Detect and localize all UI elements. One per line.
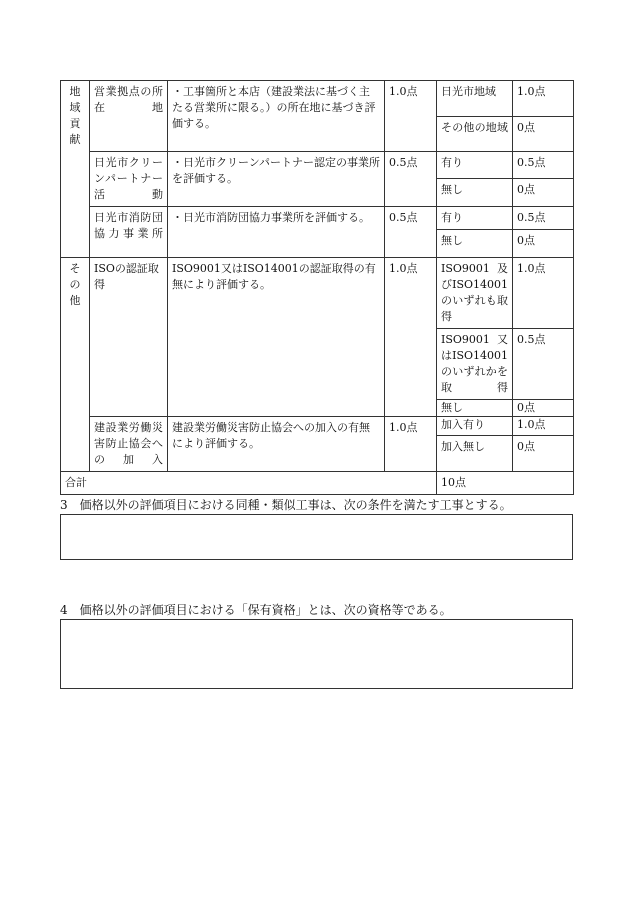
option-score-cell: 0点: [513, 117, 574, 152]
option-label-cell: 無し: [437, 400, 513, 417]
option-score-cell: 1.0点: [513, 258, 574, 329]
total-label-cell: 合計: [61, 472, 437, 495]
option-score-cell: 0点: [513, 178, 574, 206]
option-label-cell: 有り: [437, 152, 513, 179]
section-4-box: [60, 619, 573, 689]
category-cell: その他: [61, 258, 90, 472]
option-label-cell: 加入無し: [437, 436, 513, 472]
option-label-cell: ISO9001又はISO14001のいずれかを取得: [437, 329, 513, 400]
table-row: [61, 81, 574, 117]
description-cell: ・日光市消防団協力事業所を評価する。: [168, 207, 385, 258]
option-label-cell: 無し: [437, 178, 513, 206]
option-score-cell: 0点: [513, 230, 574, 258]
item-cell: ISOの認証取得: [90, 258, 168, 417]
option-label-cell: 加入有り: [437, 417, 513, 436]
table-row: [61, 472, 574, 495]
option-label-cell: 無し: [437, 230, 513, 258]
option-label-cell: 日光市地域: [437, 81, 513, 117]
item-cell: 日光市消防団協力事業所: [90, 207, 168, 258]
option-label-cell: その他の地域: [437, 117, 513, 152]
option-score-cell: 0.5点: [513, 152, 574, 179]
description-cell: ・日光市クリーンパートナー認定の事業所を評価する。: [168, 152, 385, 207]
section-4-heading: 4 価格以外の評価項目における「保有資格」とは、次の資格等である。: [60, 603, 452, 617]
table-row: [61, 207, 574, 230]
max-score-cell: 0.5点: [385, 207, 437, 258]
option-score-cell: 0.5点: [513, 207, 574, 230]
item-cell: 営業拠点の所在地: [90, 81, 168, 152]
option-score-cell: 0.5点: [513, 329, 574, 400]
category-cell: 地域貢献: [61, 81, 90, 258]
item-cell: 日光市クリーンパートナー活動: [90, 152, 168, 207]
section-3-heading: 3 価格以外の評価項目における同種・類似工事は、次の条件を満たす工事とする。: [60, 498, 512, 512]
option-label-cell: 有り: [437, 207, 513, 230]
table-row: [61, 258, 574, 329]
total-value-cell: 10点: [437, 472, 574, 495]
option-label-cell: ISO9001及びISO14001のいずれも取得: [437, 258, 513, 329]
description-cell: ISO9001又はISO14001の認証取得の有無により評価する。: [168, 258, 385, 417]
table-row: [61, 152, 574, 179]
option-score-cell: 0点: [513, 400, 574, 417]
item-cell: 建設業労働災害防止協会への加入: [90, 417, 168, 472]
description-cell: 建設業労働災害防止協会への加入の有無により評価する。: [168, 417, 385, 472]
table-row: [61, 417, 574, 436]
max-score-cell: 1.0点: [385, 258, 437, 417]
max-score-cell: 1.0点: [385, 81, 437, 152]
description-cell: ・工事箇所と本店（建設業法に基づく主たる営業所に限る。）の所在地に基づき評価する。: [168, 81, 385, 152]
option-score-cell: 0点: [513, 436, 574, 472]
section-3-box: [60, 514, 573, 560]
option-score-cell: 1.0点: [513, 81, 574, 117]
max-score-cell: 0.5点: [385, 152, 437, 207]
evaluation-table: [60, 80, 574, 495]
option-score-cell: 1.0点: [513, 417, 574, 436]
max-score-cell: 1.0点: [385, 417, 437, 472]
